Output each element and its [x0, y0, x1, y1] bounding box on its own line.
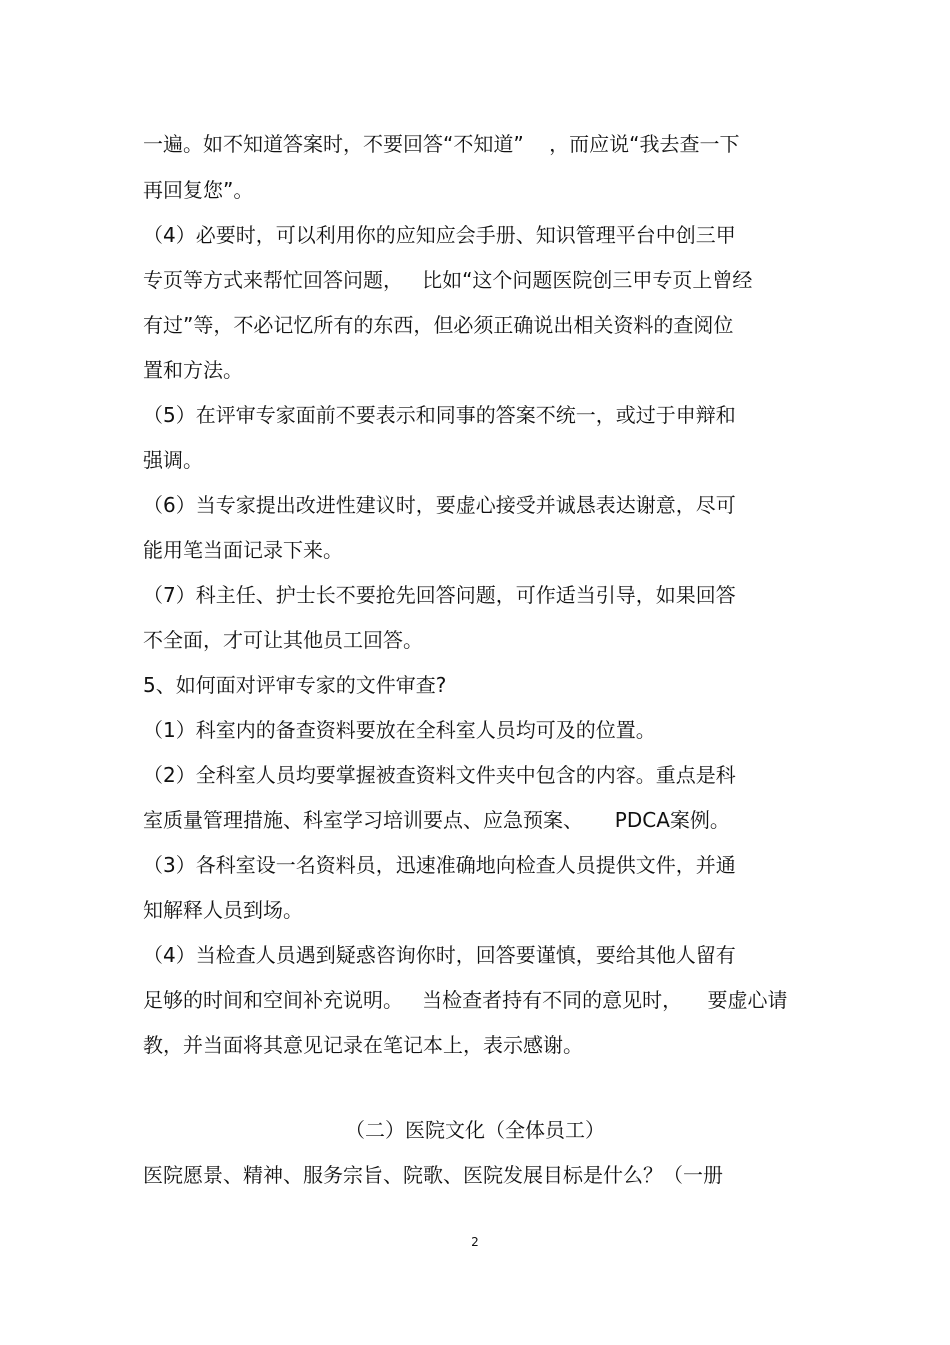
body-text-line: 知解释人员到场。: [143, 898, 303, 922]
body-text-line: 置和方法。: [143, 358, 243, 382]
body-text-line: 有过”等，不必记忆所有的东西，但必须正确说出相关资料的查阅位: [143, 313, 734, 337]
page-number: 2: [471, 1235, 479, 1249]
body-text-line: 再回复您”。: [143, 178, 254, 202]
body-text-line: （4）当检查人员遇到疑惑咨询你时，回答要谨慎，要给其他人留有: [143, 943, 736, 967]
body-text-line: 足够的时间和空间补充说明。 当检查者持有不同的意见时， 要虚心请: [143, 988, 788, 1012]
body-text-line: 强调。: [143, 448, 203, 472]
body-text-line: 医院愿景、精神、服务宗旨、院歌、医院发展目标是什么？（一册: [143, 1163, 723, 1187]
body-text-line: （7）科主任、护士长不要抢先回答问题，可作适当引导，如果回答: [143, 583, 736, 607]
body-text-line: （5）在评审专家面前不要表示和同事的答案不统一，或过于申辩和: [143, 403, 736, 427]
body-text-line: 室质量管理措施、科室学习培训要点、应急预案、 PDCA案例。: [143, 808, 730, 832]
body-text-line: 专页等方式来帮忙回答问题， 比如“这个问题医院创三甲专页上曾经: [143, 268, 753, 292]
question-heading: 5、如何面对评审专家的文件审查?: [143, 673, 447, 697]
section-heading: （二）医院文化（全体员工）: [345, 1118, 605, 1142]
body-text-line: （3）各科室设一名资料员，迅速准确地向检查人员提供文件，并通: [143, 853, 736, 877]
body-text-line: 教，并当面将其意见记录在笔记本上，表示感谢。: [143, 1033, 583, 1057]
body-text-line: 不全面，才可让其他员工回答。: [143, 628, 423, 652]
body-text-line: 一遍。如不知道答案时，不要回答“不知道” ，而应说“我去查一下: [143, 132, 740, 156]
body-text-line: （4）必要时，可以利用你的应知应会手册、知识管理平台中创三甲: [143, 223, 736, 247]
body-text-line: 能用笔当面记录下来。: [143, 538, 343, 562]
body-text-line: （6）当专家提出改进性建议时，要虚心接受并诚恳表达谢意，尽可: [143, 493, 736, 517]
body-text-line: （1）科室内的备查资料要放在全科室人员均可及的位置。: [143, 718, 656, 742]
body-text-line: （2）全科室人员均要掌握被查资料文件夹中包含的内容。重点是科: [143, 763, 736, 787]
